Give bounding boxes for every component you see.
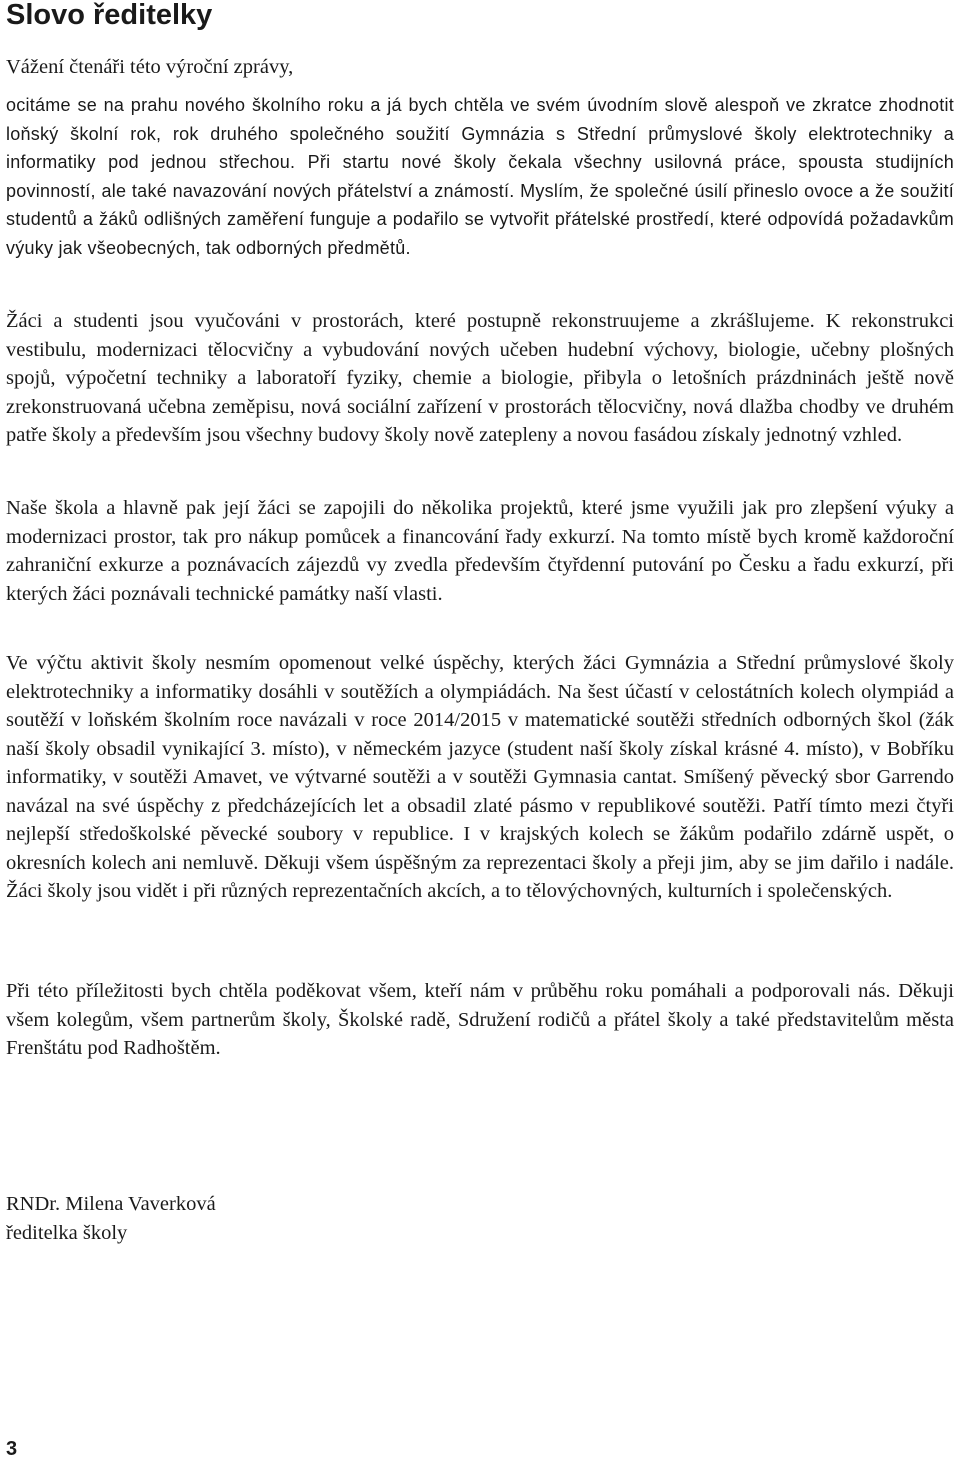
signature-role: ředitelka školy (6, 1221, 128, 1244)
paragraph-thanks: Při této příležitosti bych chtěla poděkovat všem, kteří nám v průběhu roku pomáhali a podporovali nás. Děkuji všem kolegům, všem partnerům školy, Školské radě, Sdružení rodičů a přátel školy a také představitelům města Frenštátu pod Radhoštěm. (6, 980, 954, 1059)
salutation: Vážení čtenáři této výroční zprávy, (6, 56, 294, 78)
paragraph-achievements: Ve výčtu aktivit školy nesmím opomenout velké úspěchy, kterých žáci Gymnázia a Střední průmyslové školy elektrotechniky a informatiky dosáhli v soutěžích a olympiádách. Na šest účastí v celostátních kolech olympiád a soutěží v loňském školním roce navázali v roce 2014/2015 v matematické soutěži středních odborných škol (žák naší školy obsadil vynikající 3. místo), v německém jazyce (student naší školy získal krásné 4. místo), v Bobříku informatiky, v soutěži Amavet, ve výtvarné soutěži a v soutěži Gymnasia cantat. Smíšený pěvecký sbor Garrendo navázal na své úspěchy z předcházejících let a obsadil zlaté pásmo v republikové soutěži. Patří tímto mezi čtyři nejlepší středoškolské pěvecké soubory v republice. I v krajských kolech se žákům podařilo zdárně uspět, o okresních kolech ani nemluvě. Děkuji všem úspěšným za reprezentaci školy a přeji jim, aby se jim dařilo i nadále. Žáci školy jsou vidět i při různých reprezentačních akcích, a to tělovýchovných, kulturních i společenských. (6, 652, 954, 902)
signature-block (6, 1190, 216, 1247)
signature-name: RNDr. Milena Vaverková (6, 1193, 216, 1215)
paragraph-projects: Naše škola a hlavně pak její žáci se zapojili do několika projektů, které jsme využili jak pro zlepšení výuky a modernizaci prostor, tak pro nákup pomůcek a financování řady exkurzí. Na tomto místě bych kromě každoroční zahraniční exkurze a poznávacích zájezdů vy zvedla především čtyřdenní putování po Česku a řadu exkurzí, při kterých žáci poznávali technické památky naší vlasti. (6, 497, 954, 605)
page-title: Slovo ředitelky (6, 0, 213, 31)
page-number: 3 (6, 1438, 18, 1460)
paragraph-intro: ocitáme se na prahu nového školního roku a já bych chtěla ve svém úvodním slově alespoň ve zkratce zhodnotit loňský školní rok, rok druhého společného soužití Gymnázia s Střední průmyslové školy elektrotechniky a informatiky pod jednou střechou. Při startu nové školy čekala všechny usilovná práce, spousta studijních povinností, ale také navazování nových přátelství a známostí. Myslím, že společné úsilí přineslo ovoce a že soužití studentů a žáků odlišných zaměření funguje a podařilo se vytvořit přátelské prostředí, které odpovídá požadavkům výuky jak všeobecných, tak odborných předmětů. (6, 95, 954, 258)
paragraph-reconstruction: Žáci a studenti jsou vyučováni v prostorách, které postupně rekonstruujeme a zkrášlujeme. K rekonstrukci vestibulu, modernizaci tělocvičny a vybudování nových učeben hudební výchovy, biologie, učebny plošných spojů, výpočetní techniky a laboratoří fyziky, chemie a biologie, přibyla o letošních prázdninách ještě nově zrekonstruovaná učebna zeměpisu, nová sociální zařízení v prostorách tělocvičny, nová dlažba chodby ve druhém patře školy a především jsou všechny budovy školy nově zatepleny a novou fasádou získaly jednotný vzhled. (6, 310, 954, 446)
